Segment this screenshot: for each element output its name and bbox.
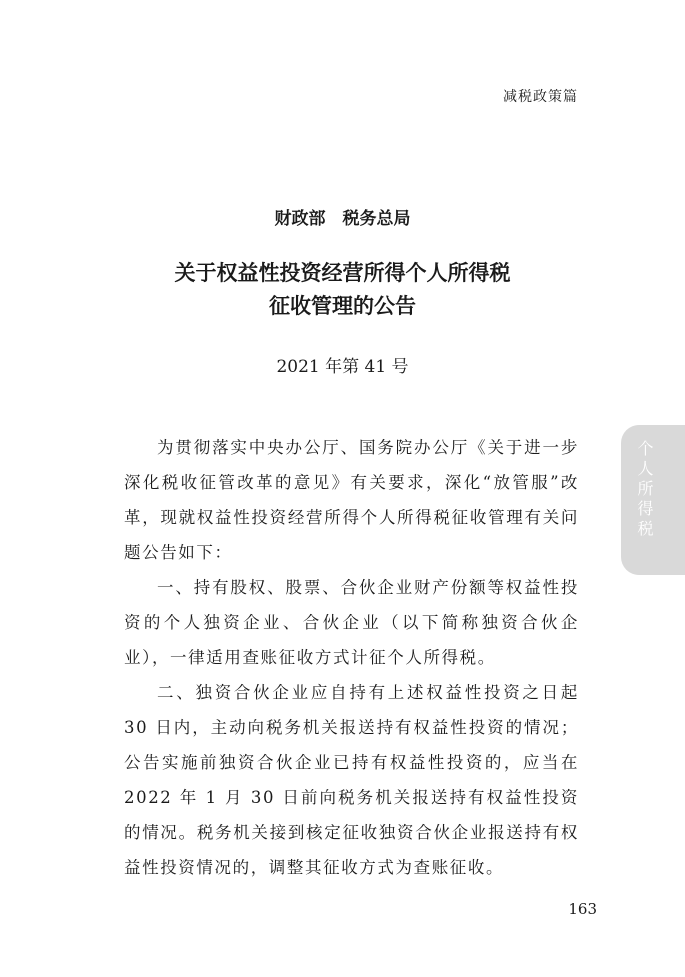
title-line-2: 征收管理的公告 — [269, 293, 416, 318]
section-header: 减税政策篇 — [503, 89, 578, 105]
paragraph-intro: 为贯彻落实中央办公厅、国务院办公厅《关于进一步深化税收征管改革的意见》有关要求，深化“放管服”改革，现就权益性投资经营所得个人所得税征收管理有关问题公告如下： — [124, 438, 579, 562]
document-number: 2021 年第 41 号 — [276, 357, 409, 377]
document-body — [124, 430, 579, 885]
document-title — [0, 256, 685, 322]
title-line-1: 关于权益性投资经营所得个人所得税 — [174, 260, 511, 285]
paragraph-item-1: 一、持有股权、股票、合伙企业财产份额等权益性投资的个人独资企业、合伙企业（以下简称独资合伙企业），一律适用查账征收方式计征个人所得税。 — [124, 578, 579, 667]
issuer-line: 财政部 税务总局 — [274, 209, 411, 229]
page-number: 163 — [568, 900, 597, 918]
side-tab-label: 个人所得税 — [635, 440, 654, 540]
paragraph-item-2: 二、独资合伙企业应自持有上述权益性投资之日起 30 日内，主动向税务机关报送持有权益性投资的情况；公告实施前独资合伙企业已持有权益性投资的，应当在 2022 年 1 月 30 日前向税务机关报送持有权益性投资的情况。税务机关接到核定征收独资合伙企业报送持有权益性投资情况的，调整其征收方式为查账征收。 — [124, 683, 579, 877]
